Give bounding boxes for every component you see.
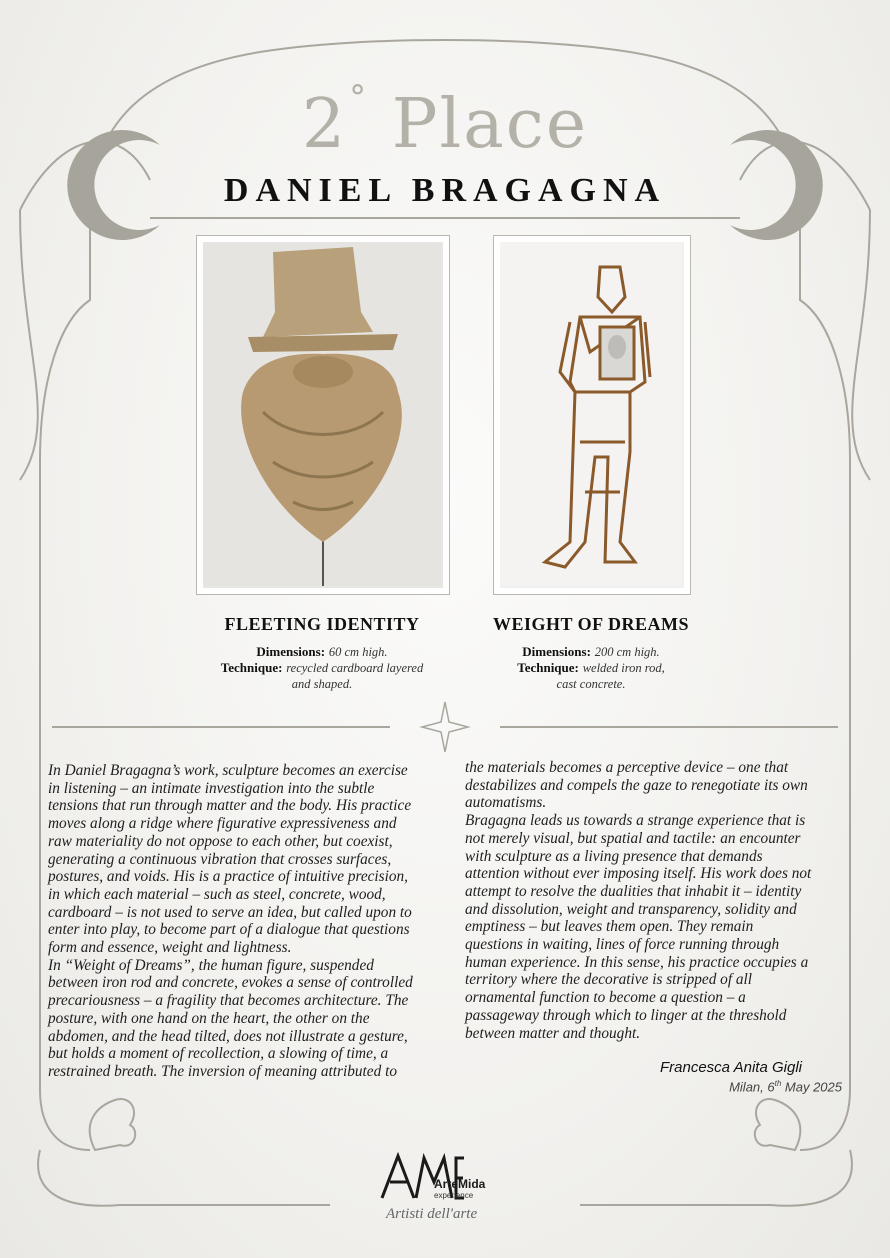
artwork-photo-fleeting-identity xyxy=(196,235,450,595)
artist-name: DANIEL BRAGAGNA xyxy=(223,172,667,209)
star-icon xyxy=(422,702,468,752)
svg-text:Artisti dell'arte: Artisti dell'arte xyxy=(386,1206,478,1222)
flower-right-icon xyxy=(755,1099,801,1150)
signature-date: Milan, 6th May 2025 xyxy=(729,1079,842,1095)
flower-left-icon xyxy=(90,1099,136,1150)
artemida-logo xyxy=(380,1152,515,1224)
work-title-fleeting-identity: FLEETING IDENTITY xyxy=(224,614,420,634)
work-specs-fleeting-identity: Dimensions: 60 cm high. Technique: recycled cardboard layered and shaped. xyxy=(220,644,424,691)
svg-text:ArteMida: ArteMida xyxy=(434,1177,486,1191)
artemida-logo-mark xyxy=(380,1152,515,1224)
artwork-photo-weight-of-dreams xyxy=(493,235,691,595)
place-heading: 2° Place xyxy=(301,78,589,164)
iron-figure-sculpture-image xyxy=(500,242,682,586)
essay-column-left: In Daniel Bragagna’s work, sculpture becomes an exercise in listening – an intimate investigation into the subtle tensions that run through matter and the body. His practice moves along a ridge where figurative expressiveness and raw materiality do not oppose to each other, but coexist, generating a continuous vibration that crosses surfaces, postures, and voids. His is a practice of intuitive precision, in which each material – such as steel, concrete, wood, cardboard – is not used to serve an idea, but called upon to enter into play, to become part of a dialogue that questions form and essence, weight and lightness. In “Weight of Dreams”, the human figure, suspended between iron rod and concrete, evokes a sense of controlled precariousness – a fragility that becomes architecture. The posture, with one hand on the heart, the other on the abdomen, and the head tilted, does not illustrate a gesture, but holds a moment of recollection, a slowing of time, a restrained breath. The inversion of meaning attributed to xyxy=(48,762,413,1080)
author-signature: Francesca Anita Gigli xyxy=(659,1059,802,1076)
svg-text:experience: experience xyxy=(434,1191,474,1200)
work-specs-weight-of-dreams: Dimensions: 200 cm high. Technique: welded iron rod, cast concrete. xyxy=(517,644,665,691)
work-title-weight-of-dreams: WEIGHT OF DREAMS xyxy=(492,614,690,634)
cardboard-sculpture-image xyxy=(203,242,441,586)
essay-column-right: the materials becomes a perceptive device – one that destabilizes and compels the gaze to renegotiate its own automatisms. Bragagna leads us towards a strange experience that is not merely visual, but spatial and tactile: an encounter with sculpture as a living presence that demands attention without ever imposing itself. His work does not attempt to resolve the dualities that inhabit it – identity and dissolution, weight and transparency, solidity and emptiness – but leaves them open. They remain questions in waiting, lines of force running through human experience. In this sense, his practice occupies a territory where the decorative is stripped of all ornamental function to become a question – a passageway through which to linger at the threshold between matter and thought. xyxy=(465,759,812,1042)
